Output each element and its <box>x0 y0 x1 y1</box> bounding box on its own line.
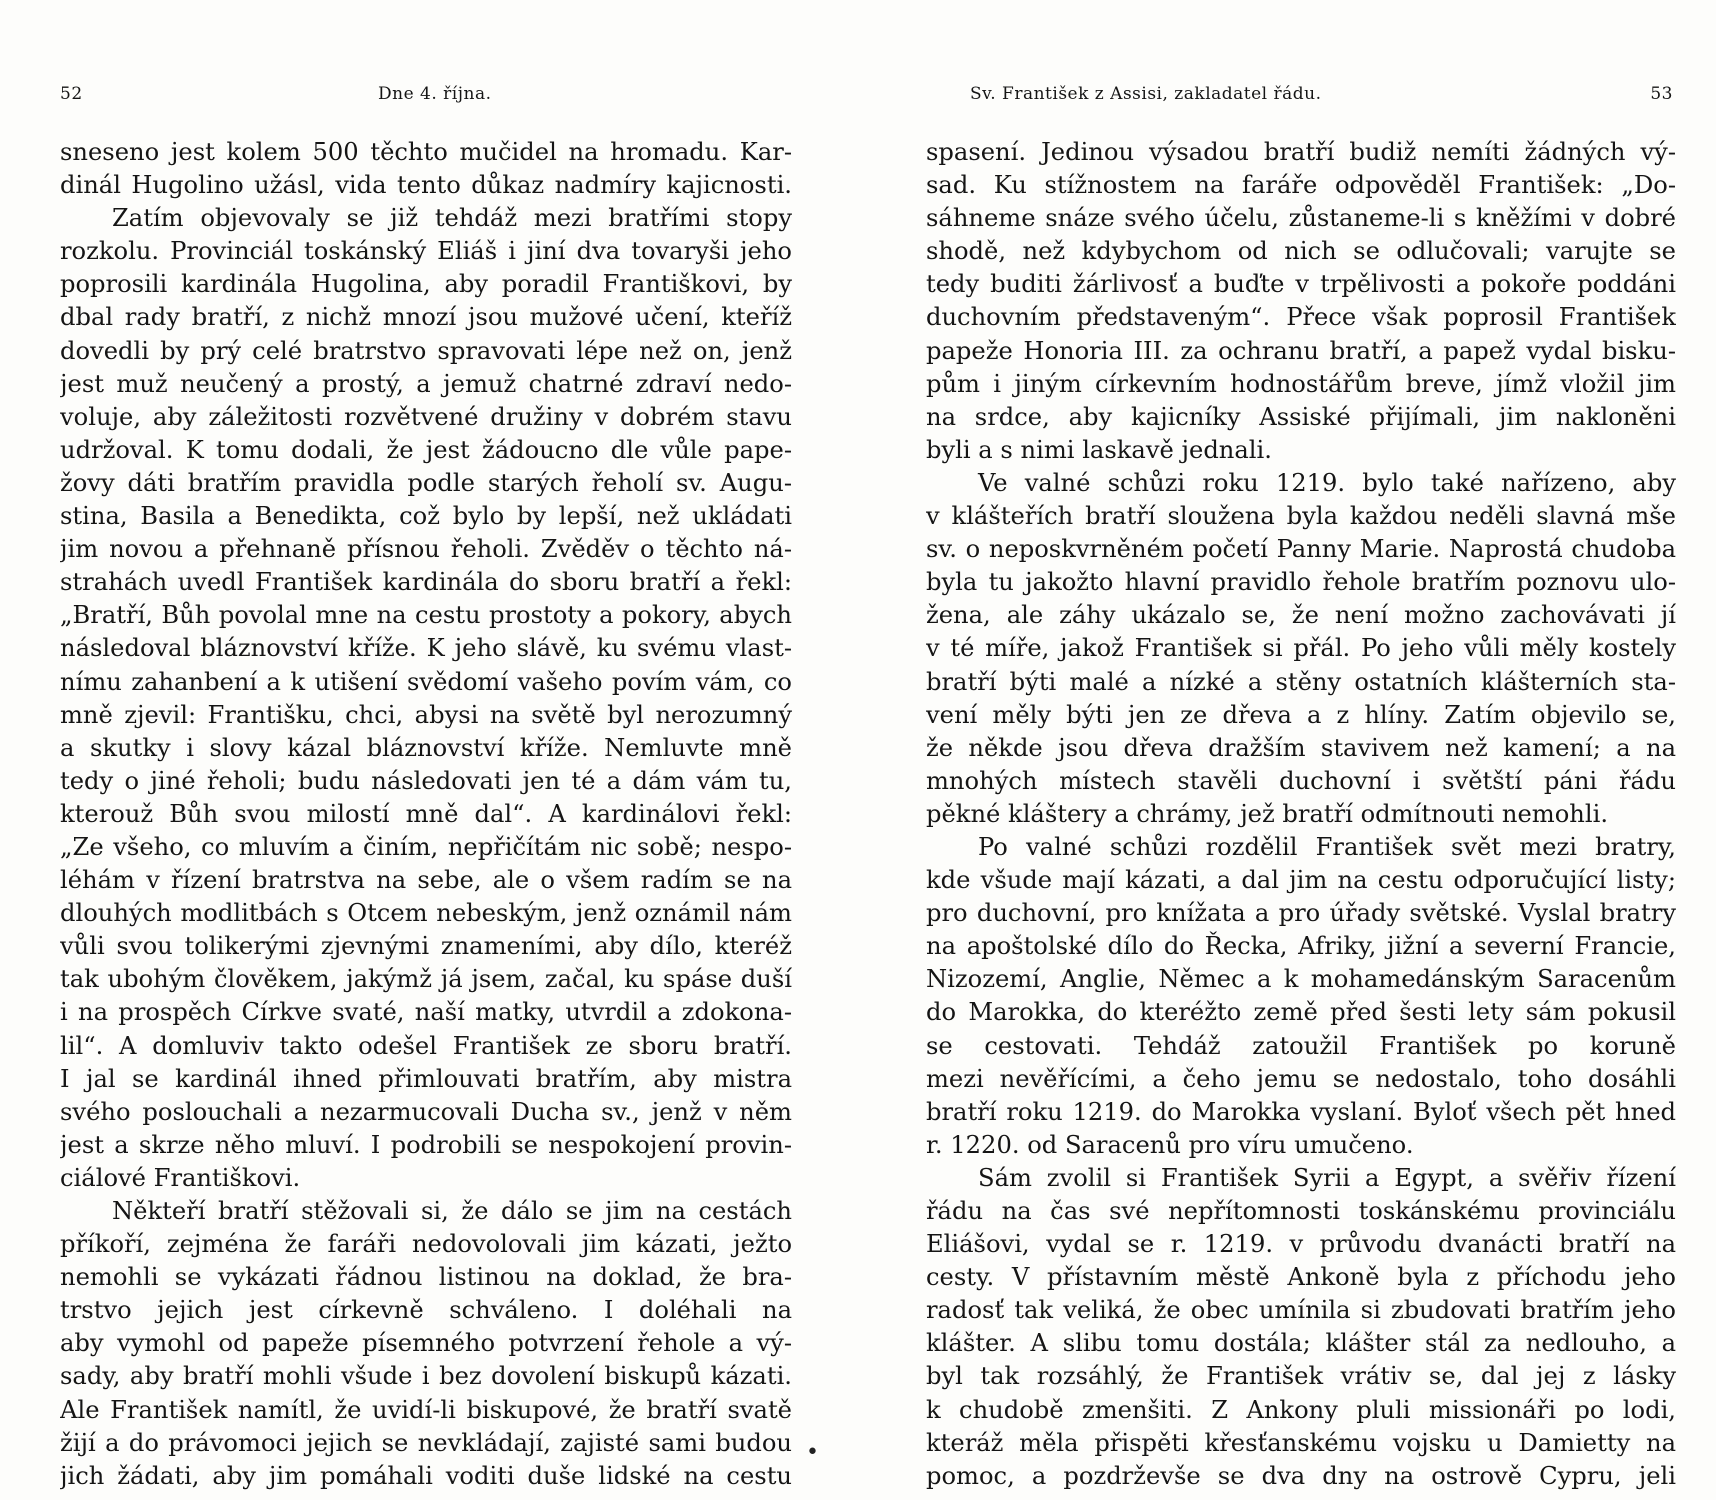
text-line: k chudobě zmenšiti. Z Ankony pluli missionáři po lodi, <box>926 1395 1676 1424</box>
text-line: jest a skrze něho mluví. I podrobili se nespokojení provin- <box>60 1130 792 1159</box>
text-line: jim novou a přehnaně přísnou řeholi. Zvěděv o těchto ná- <box>60 535 792 564</box>
text-line: ciálové Františkovi. <box>60 1163 301 1192</box>
margin-dot-mark: • <box>806 1440 819 1465</box>
text-line: Ale František namítl, že uvidí-li biskupové, že bratří svatě <box>60 1395 792 1424</box>
text-line: pomoc, a pozdrževše se dva dny na ostrově Cypru, jeli <box>926 1461 1676 1490</box>
text-line: sneseno jest kolem 500 těchto mučidel na hromadu. Kar- <box>60 138 792 166</box>
text-line: mnohých místech stavěli duchovní i světští páni řádu <box>926 766 1676 795</box>
text-line: rozkolu. Provinciál toskánský Eliáš i jiní dva tovaryši jeho <box>60 237 792 266</box>
text-line: spasení. Jedinou výsadou bratří budiž nemíti žádných vý- <box>926 138 1676 166</box>
left-page-text <box>60 136 792 1493</box>
text-line: sad. Ku stížnostem na faráře odpověděl František: „Do- <box>926 171 1676 200</box>
text-line: duchovním představeným“. Přece však poprosil František <box>926 303 1676 332</box>
left-running-head: Dne 4. října. <box>378 84 492 104</box>
text-line: pro duchovní, pro knížata a pro úřady světské. Vyslal bratry <box>926 899 1676 928</box>
text-line: Sám zvolil si František Syrii a Egypt, a svěřiv řízení <box>978 1163 1676 1192</box>
text-line: žovy dáti bratřím pravidla podle starých řeholí sv. Augu- <box>60 468 792 497</box>
text-line: vůli svou tolikerými zjevnými znameními, aby dílo, kteréž <box>60 932 792 961</box>
text-line: vení měly býti jen ze dřeva a z hlíny. Zatím objevilo se, <box>926 700 1676 729</box>
text-line: strahách uvedl František kardinála do sboru bratří a řekl: <box>60 568 792 597</box>
text-line: Někteří bratří stěžovali si, že dálo se jim na cestách <box>112 1197 792 1225</box>
text-line: žijí a do právomoci jejich se nevkládají, zajisté sami budou <box>60 1428 792 1457</box>
text-line: klášter. A slibu tomu dostála; klášter stál za nedlouho, a <box>926 1329 1676 1358</box>
text-line: sady, aby bratří mohli všude i bez dovolení biskupů kázati. <box>60 1362 792 1391</box>
text-line: jest muž neučený a prostý, a jemuž chatrné zdraví nedo- <box>60 369 792 398</box>
right-page-number: 53 <box>1650 84 1673 104</box>
text-line: Eliášovi, vydal se r. 1219. v průvodu dvanácti bratří na <box>926 1230 1676 1259</box>
text-line: do Marokka, do kteréžto země před šesti lety sám pokusil <box>926 998 1676 1027</box>
text-line: byla tu jakožto hlavní pravidlo řehole bratřím poznovu ulo- <box>926 568 1676 597</box>
text-line: bratří býti malé a nízké a stěny ostatních klášterních sta- <box>926 667 1676 696</box>
text-line: nemohli se vykázati řádnou listinou na doklad, že bra- <box>60 1263 792 1292</box>
text-line: byl tak rozsáhlý, že František vrátiv se, dal jej z lásky <box>926 1362 1676 1391</box>
text-line: pěkné kláštery a chrámy, jež bratří odmítnouti nemohli. <box>926 799 1609 828</box>
text-line: i na prospěch Církve svaté, naší matky, utvrdil a zdokona- <box>60 998 792 1027</box>
text-line: radosť tak veliká, že obec umínila si zbudovati bratřím jeho <box>926 1296 1676 1325</box>
text-line: poprosili kardinála Hugolina, aby poradil Františkovi, by <box>60 270 792 299</box>
text-line: „Bratří, Bůh povolal mne na cestu prostoty a pokory, abych <box>60 601 792 630</box>
text-line: dlouhých modlitbách s Otcem nebeským, jenž oznámil nám <box>60 899 792 928</box>
text-line: v klášteřích bratří sloužena byla každou neděli slavná mše <box>926 502 1676 531</box>
text-line: že někde jsou dřeva dražším stavivem než kamení; a na <box>926 733 1676 762</box>
text-line: mezi nevěřícími, a čeho jemu se nedostalo, toho dosáhli <box>926 1064 1676 1093</box>
text-line: pům i jiným církevním hodnostářům breve, jímž vložil jim <box>926 369 1676 398</box>
text-line: svého poslouchali a nezarmucovali Ducha sv., jenž v něm <box>60 1097 792 1126</box>
text-line: udržoval. K tomu dodali, že jest žádoucno dle vůle pape- <box>60 435 792 464</box>
text-line: aby vymohl od papeže písemného potvrzení řehole a vý- <box>60 1329 792 1358</box>
right-page <box>858 0 1716 1500</box>
text-line: dbal rady bratří, z nichž mnozí jsou mužové učení, kteříž <box>60 303 792 332</box>
text-line: shodě, než kdybychom od nich se odlučovali; varujte se <box>926 237 1676 266</box>
text-line: řádu na čas své nepřítomnosti toskánskému provinciálu <box>926 1197 1676 1225</box>
text-line: I jal se kardinál ihned přimlouvati bratřím, aby mistra <box>60 1064 792 1093</box>
text-line: voluje, aby záležitosti rozvětvené družiny v dobrém stavu <box>60 402 792 431</box>
text-line: papeže Honoria III. za ochranu bratří, a papež vydal bisku- <box>926 336 1676 365</box>
text-line: mně zjevil: Františku, chci, abysi na světě byl nerozumný <box>60 700 792 729</box>
text-line: tak ubohým člověkem, jakýmž já jsem, začal, ku spáse duší <box>60 965 792 994</box>
text-line: r. 1220. od Saracenů pro víru umučeno. <box>926 1130 1414 1159</box>
text-line: Zatím objevovaly se již tehdáž mezi bratřími stopy <box>112 204 792 233</box>
text-line: lil“. A domluviv takto odešel František ze sboru bratří. <box>60 1031 792 1060</box>
text-line: dovedli by prý celé bratrstvo spravovati lépe než on, jenž <box>60 336 792 365</box>
text-line: stina, Basila a Benedikta, což bylo by lepší, než ukládati <box>60 502 792 531</box>
text-line: na apoštolské dílo do Řecka, Afriky, jižní a severní Francie, <box>926 932 1676 961</box>
text-line: Nizozemí, Anglie, Němec a k mohamedánským Saracenům <box>926 965 1676 994</box>
text-line: Ve valné schůzi roku 1219. bylo také nařízeno, aby <box>978 468 1676 497</box>
text-line: dinál Hugolino užásl, vida tento důkaz nadmíry kajicnosti. <box>60 171 792 200</box>
text-line: sáhneme snáze svého účelu, zůstaneme-li s kněžími v dobré <box>926 204 1676 233</box>
text-line: „Ze všeho, co mluvím a činím, nepřičítám nic sobě; nespo- <box>60 832 792 861</box>
text-line: se cestovati. Tehdáž zatoužil František po koruně <box>926 1031 1676 1060</box>
right-page-text <box>926 136 1676 1493</box>
text-line: byli a s nimi laskavě jednali. <box>926 435 1272 464</box>
text-line: jich žádati, aby jim pomáhali voditi duše lidské na cestu <box>60 1461 792 1490</box>
text-line: následoval bláznovství kříže. K jeho slávě, ku svému vlast- <box>60 634 792 663</box>
text-line: cesty. V přístavním městě Ankoně byla z příchodu jeho <box>926 1263 1676 1292</box>
text-line: příkoří, zejména že faráři nedovolovali jim kázati, ježto <box>60 1230 792 1259</box>
text-line: nímu zahanbení a k utišení svědomí vašeho povím vám, co <box>60 667 792 696</box>
right-running-head: Sv. František z Assisi, zakladatel řádu. <box>970 84 1322 104</box>
text-line: tedy buditi žárlivosť a buďte v trpělivosti a pokoře poddáni <box>926 270 1676 299</box>
text-line: na srdce, aby kajicníky Assiské přijímali, jim nakloněni <box>926 402 1676 431</box>
left-page-number: 52 <box>60 84 83 104</box>
text-line: trstvo jejich jest církevně schváleno. I doléhali na <box>60 1296 792 1325</box>
text-line: sv. o neposkvrněném početí Panny Marie. Naprostá chudoba <box>926 535 1676 564</box>
text-line: a skutky i slovy kázal bláznovství kříže. Nemluvte mně <box>60 733 792 762</box>
text-line: bratří roku 1219. do Marokka vyslaní. Byloť všech pět hned <box>926 1097 1676 1126</box>
text-line: kde všude mají kázati, a dal jim na cestu odporučující listy; <box>926 866 1676 895</box>
text-line: v té míře, jakož František si přál. Po jeho vůli měly kostely <box>926 634 1676 663</box>
text-line: léhám v řízení bratrstva na sebe, ale o všem radím se na <box>60 866 792 895</box>
text-line: kterouž Bůh svou milostí mně dal“. A kardinálovi řekl: <box>60 799 792 828</box>
text-line: žena, ale záhy ukázalo se, že není možno zachovávati jí <box>926 601 1676 630</box>
text-line: kteráž měla přispěti křesťanskému vojsku u Damietty na <box>926 1428 1676 1457</box>
text-line: Po valné schůzi rozdělil František svět mezi bratry, <box>978 832 1676 861</box>
text-line: tedy o jiné řeholi; budu následovati jen té a dám vám tu, <box>60 766 792 795</box>
